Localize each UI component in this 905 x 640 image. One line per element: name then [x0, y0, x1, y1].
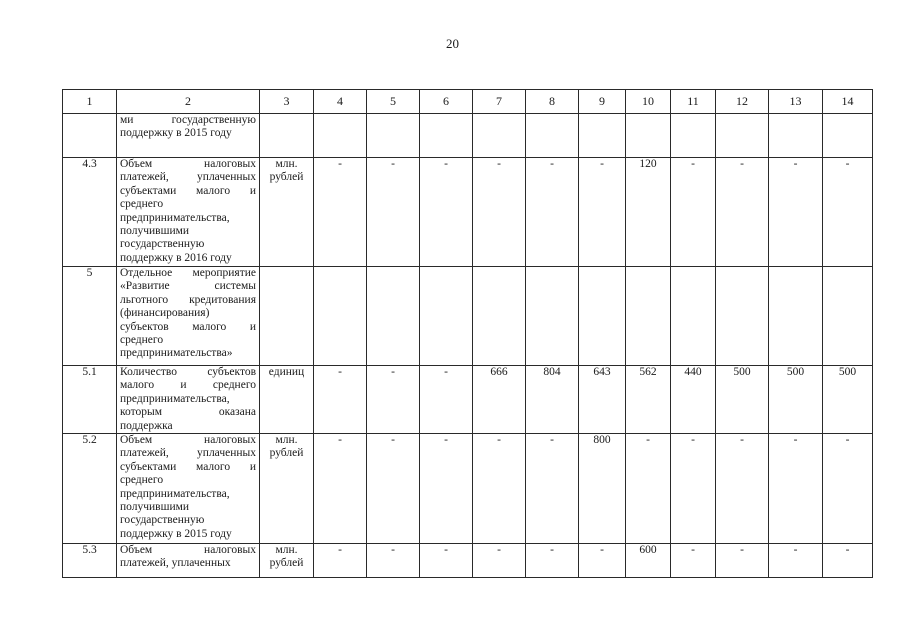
value-cell: - — [626, 434, 671, 544]
indicator-name: Отдельное мероприятие «Развитие системы льготного кредитования (финансирования) субъектов малого и среднего предпринимательства» — [117, 267, 260, 366]
row-number — [63, 114, 117, 158]
value-cell — [314, 267, 367, 366]
value-cell: - — [716, 544, 769, 578]
value-cell — [769, 114, 823, 158]
value-cell: - — [823, 158, 873, 267]
unit-cell: млн. рублей — [260, 434, 314, 544]
table-row — [63, 267, 873, 366]
value-cell — [367, 114, 420, 158]
row-number: 4.3 — [63, 158, 117, 267]
unit-cell — [260, 114, 314, 158]
row-number: 5 — [63, 267, 117, 366]
value-cell — [367, 267, 420, 366]
header-cell: 7 — [473, 90, 526, 114]
value-cell: 600 — [626, 544, 671, 578]
indicator-name: Объем налоговых платежей, уплаченных субъектами малого и среднего предпринимательства, получившими государственную поддержку в 2015 году — [117, 434, 260, 544]
header-cell: 12 — [716, 90, 769, 114]
value-cell: - — [823, 544, 873, 578]
unit-cell: млн. рублей — [260, 158, 314, 267]
value-cell — [671, 114, 716, 158]
table-row — [63, 434, 873, 544]
value-cell: - — [716, 158, 769, 267]
value-cell: 500 — [716, 366, 769, 434]
header-cell: 10 — [626, 90, 671, 114]
value-cell: - — [367, 158, 420, 267]
value-cell: - — [367, 434, 420, 544]
value-cell — [473, 267, 526, 366]
header-cell: 2 — [117, 90, 260, 114]
table-row — [63, 114, 873, 158]
header-cell: 9 — [579, 90, 626, 114]
table-row — [63, 366, 873, 434]
indicator-name: Количество субъектов малого и среднего предпринимательства, которым оказана поддержка — [117, 366, 260, 434]
table-row — [63, 544, 873, 578]
value-cell — [671, 267, 716, 366]
row-number: 5.1 — [63, 366, 117, 434]
value-cell: 562 — [626, 366, 671, 434]
value-cell: - — [420, 434, 473, 544]
value-cell: - — [671, 434, 716, 544]
value-cell: - — [671, 158, 716, 267]
value-cell: - — [314, 434, 367, 544]
unit-cell: млн. рублей — [260, 544, 314, 578]
value-cell — [626, 114, 671, 158]
value-cell: - — [526, 158, 579, 267]
value-cell — [823, 267, 873, 366]
value-cell: - — [671, 544, 716, 578]
header-cell: 6 — [420, 90, 473, 114]
value-cell — [579, 267, 626, 366]
value-cell: - — [526, 544, 579, 578]
header-cell: 1 — [63, 90, 117, 114]
unit-cell: единиц — [260, 366, 314, 434]
value-cell — [420, 114, 473, 158]
value-cell — [716, 114, 769, 158]
value-cell: 800 — [579, 434, 626, 544]
table-body — [63, 90, 873, 578]
indicator-name: Объем налоговых платежей, уплаченных — [117, 544, 260, 578]
value-cell: - — [420, 544, 473, 578]
value-cell: - — [716, 434, 769, 544]
value-cell: 804 — [526, 366, 579, 434]
value-cell: 500 — [823, 366, 873, 434]
value-cell: - — [579, 158, 626, 267]
value-cell: - — [526, 434, 579, 544]
value-cell: - — [579, 544, 626, 578]
value-cell — [626, 267, 671, 366]
page-number: 20 — [446, 36, 459, 51]
value-cell — [420, 267, 473, 366]
value-cell — [579, 114, 626, 158]
header-cell: 11 — [671, 90, 716, 114]
value-cell: 500 — [769, 366, 823, 434]
value-cell — [473, 114, 526, 158]
value-cell: - — [314, 544, 367, 578]
value-cell: - — [769, 158, 823, 267]
row-number: 5.2 — [63, 434, 117, 544]
indicator-name: ми государственную поддержку в 2015 году — [117, 114, 260, 158]
value-cell: - — [823, 434, 873, 544]
value-cell: 440 — [671, 366, 716, 434]
row-number: 5.3 — [63, 544, 117, 578]
value-cell: 120 — [626, 158, 671, 267]
table-row — [63, 158, 873, 267]
value-cell: - — [473, 434, 526, 544]
header-cell: 14 — [823, 90, 873, 114]
indicators-table — [62, 89, 873, 578]
value-cell — [314, 114, 367, 158]
value-cell: - — [314, 366, 367, 434]
value-cell — [823, 114, 873, 158]
header-cell: 5 — [367, 90, 420, 114]
value-cell: - — [367, 544, 420, 578]
unit-cell — [260, 267, 314, 366]
indicator-name: Объем налоговых платежей, уплаченных субъектами малого и среднего предпринимательства, получившими государственную поддержку в 2016 году — [117, 158, 260, 267]
value-cell: - — [420, 366, 473, 434]
value-cell: - — [420, 158, 473, 267]
value-cell: - — [367, 366, 420, 434]
value-cell — [769, 267, 823, 366]
value-cell: - — [473, 158, 526, 267]
header-cell: 3 — [260, 90, 314, 114]
value-cell — [526, 114, 579, 158]
header-cell: 4 — [314, 90, 367, 114]
header-row — [63, 90, 873, 114]
value-cell — [716, 267, 769, 366]
value-cell: 643 — [579, 366, 626, 434]
header-cell: 8 — [526, 90, 579, 114]
value-cell: 666 — [473, 366, 526, 434]
value-cell: - — [769, 544, 823, 578]
header-cell: 13 — [769, 90, 823, 114]
value-cell: - — [314, 158, 367, 267]
value-cell: - — [769, 434, 823, 544]
value-cell: - — [473, 544, 526, 578]
value-cell — [526, 267, 579, 366]
